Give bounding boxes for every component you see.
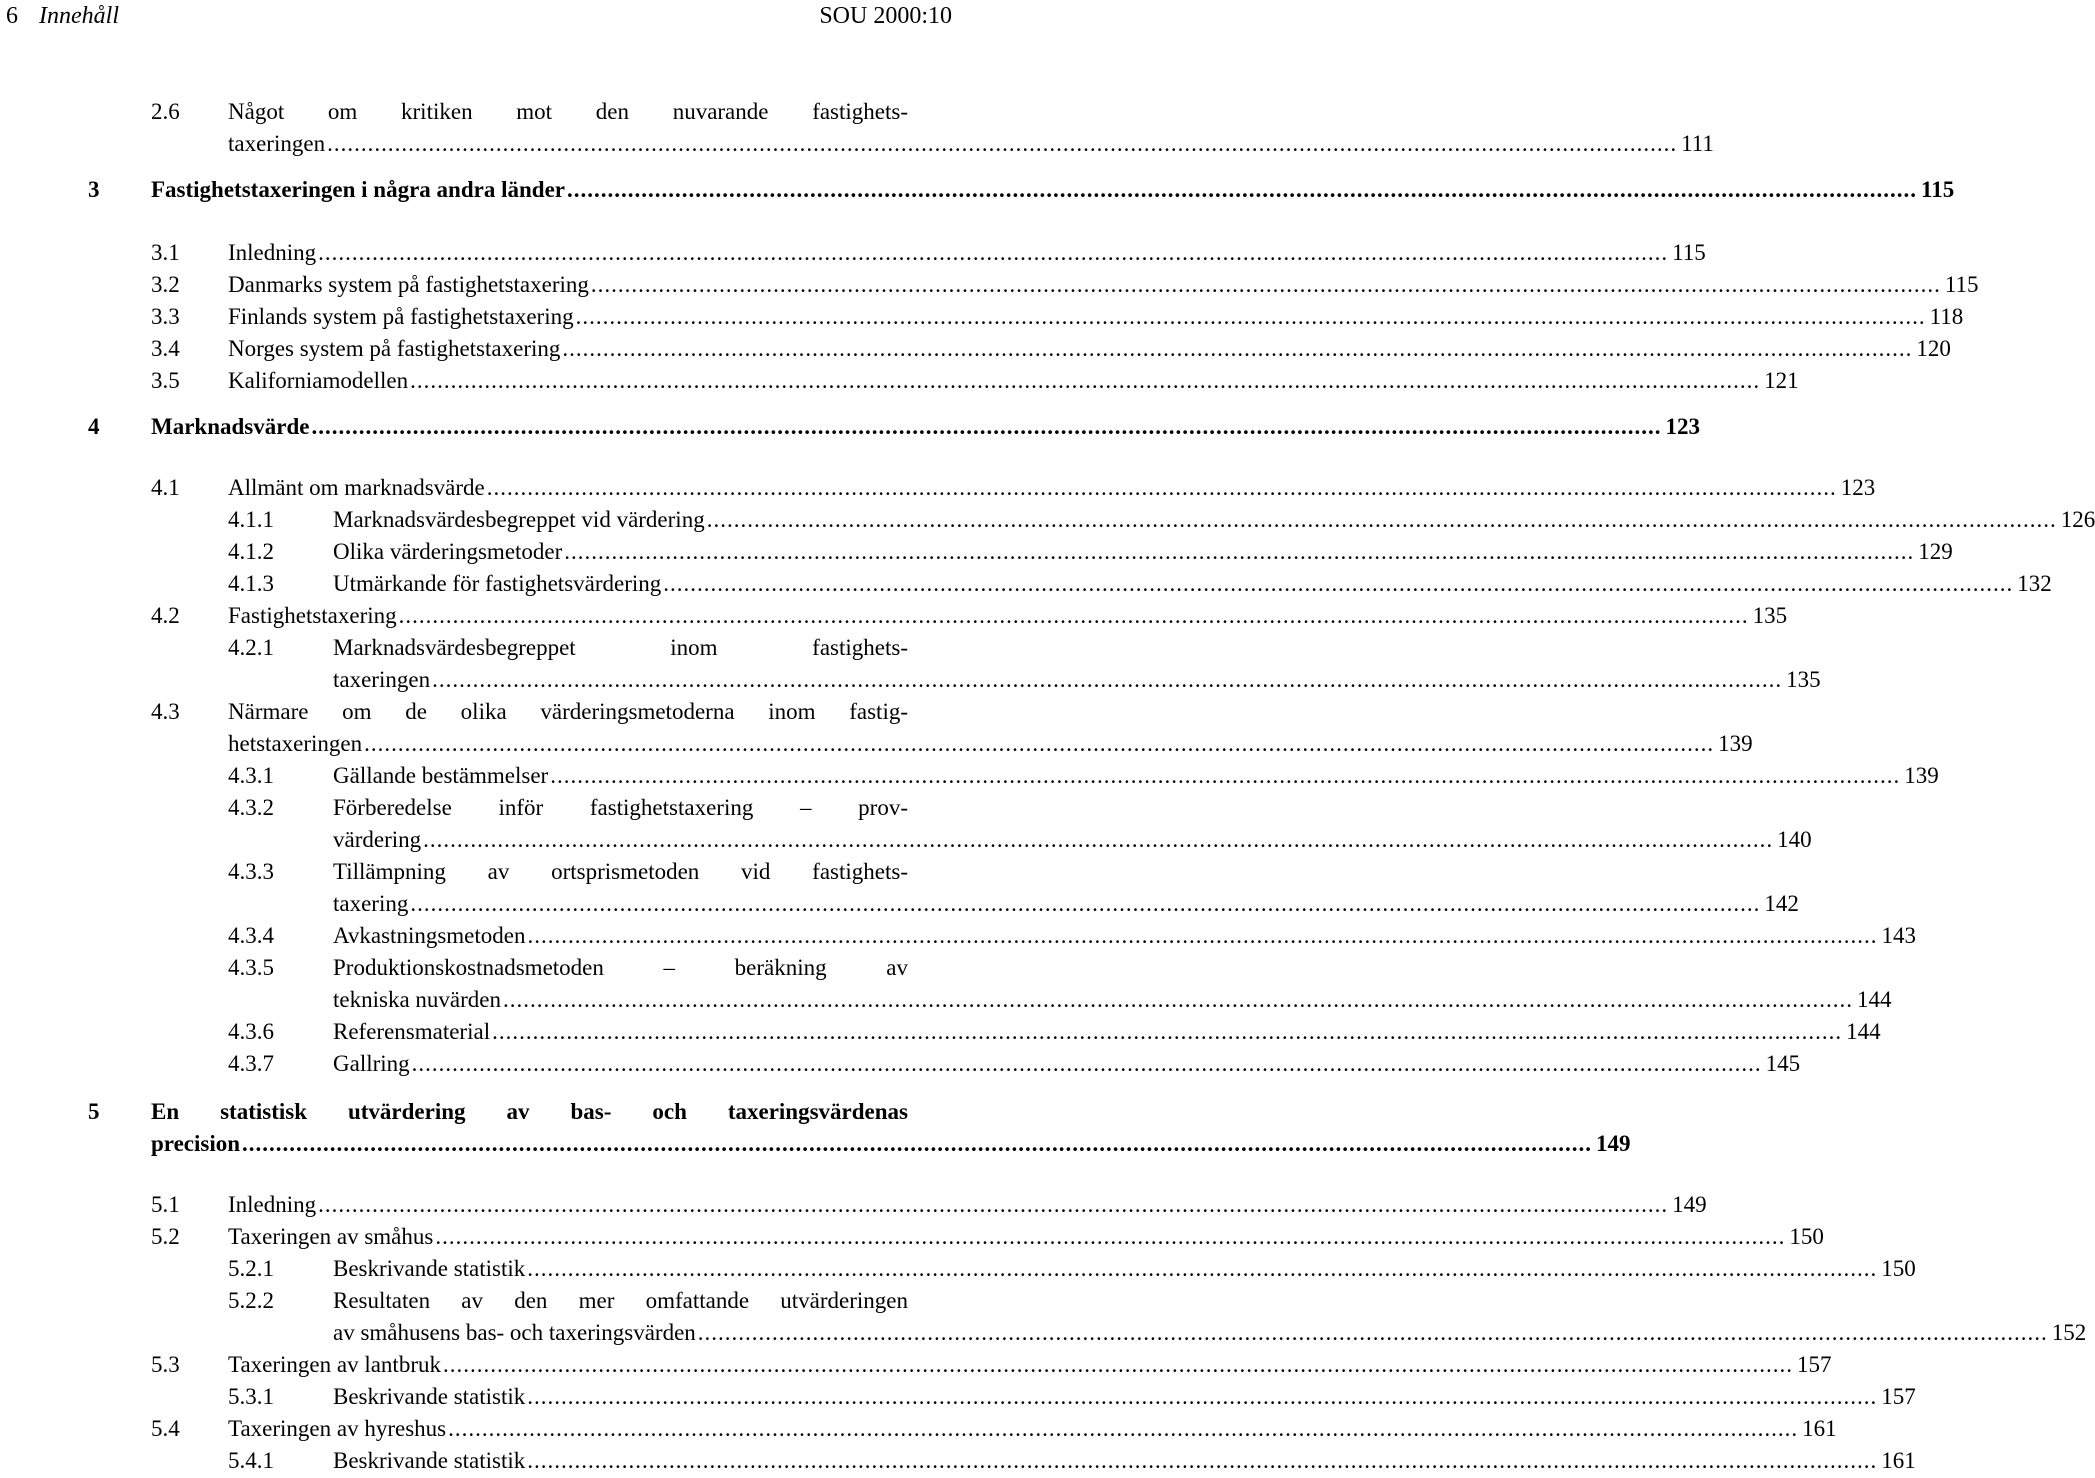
- toc-entry-page-number: 150: [1881, 1256, 1916, 1281]
- dot-leader: ........................................................................................................................................................................................................: [527, 1256, 1878, 1281]
- toc-entry-title: Inledning: [228, 1192, 317, 1217]
- toc-entry-last-line: [151, 174, 1955, 206]
- toc-entry-last-line: [333, 920, 1916, 952]
- toc-entry-last-line: [228, 128, 1714, 160]
- toc-entry-title: Beskrivande statistik: [333, 1256, 526, 1281]
- dot-leader: ........................................................................................................................................................................................................: [486, 475, 1837, 500]
- dot-leader: ........................................................................................................................................................................................................: [398, 603, 1749, 628]
- toc-entry-number: 5.3.1: [228, 1384, 274, 1409]
- toc-entry-page-number: 145: [1765, 1051, 1801, 1076]
- toc-entry-title: Inledning: [228, 240, 317, 265]
- toc-entry-last-line: [228, 333, 1951, 365]
- toc-entry-title: tekniska nuvärden: [333, 987, 501, 1012]
- toc-entry-title-line: Marknadsvärdesbegreppet inom fastighets-: [333, 635, 908, 660]
- toc-entry-page-number: 123: [1665, 414, 1700, 439]
- toc-entry-page-number: 157: [1796, 1352, 1832, 1377]
- dot-leader: ........................................................................................................................................................................................................: [697, 1320, 2048, 1345]
- toc-entry-title: taxeringen: [228, 131, 326, 156]
- dot-leader: ........................................................................................................................................................................................................: [575, 304, 1926, 329]
- toc-entry-number: 5.2.2: [228, 1288, 274, 1313]
- toc-entry-page-number: 139: [1904, 763, 1939, 788]
- toc-entry-page-number: 129: [1918, 539, 1953, 564]
- toc-entry-page-number: 152: [2051, 1320, 2087, 1345]
- toc-entry-last-line: [228, 269, 1979, 301]
- toc-entry-last-line: [333, 664, 1821, 696]
- toc-entry-title: Marknadsvärde: [151, 414, 310, 439]
- dot-leader: ........................................................................................................................................................................................................: [527, 1384, 1878, 1409]
- toc-entry-last-line: [333, 1381, 1916, 1413]
- dot-leader: ........................................................................................................................................................................................................: [663, 571, 2014, 596]
- dot-leader: ........................................................................................................................................................................................................: [706, 507, 2057, 532]
- toc-entry-last-line: [228, 472, 1876, 504]
- toc-entry-title: Fastighetstaxering: [228, 603, 397, 628]
- toc-entry-page-number: 161: [1802, 1416, 1837, 1441]
- toc-entry-number: 4.1.3: [228, 571, 274, 596]
- toc-entry-number: 4.3.7: [228, 1051, 274, 1076]
- toc-entry-title: hetstaxeringen: [228, 731, 363, 756]
- toc-entry-number: 4.1.2: [228, 539, 274, 564]
- toc-entry-last-line: [228, 600, 1788, 632]
- dot-leader: ........................................................................................................................................................................................................: [423, 827, 1774, 852]
- toc-entry-page-number: 150: [1789, 1224, 1824, 1249]
- dot-leader: ........................................................................................................................................................................................................: [411, 1051, 1762, 1076]
- dot-leader: ........................................................................................................................................................................................................: [527, 1448, 1878, 1473]
- page-number: 6: [6, 3, 18, 29]
- toc-entry-number: 3.1: [151, 240, 180, 265]
- toc-entry-last-line: [333, 1253, 1916, 1285]
- toc-entry-page-number: 118: [1929, 304, 1964, 329]
- toc-entry-number: 4.3.1: [228, 763, 274, 788]
- toc-entry-title-line: Tillämpning av ortsprismetoden vid fastighets-: [333, 859, 908, 884]
- toc-entry-title-line: Närmare om de olika värderingsmetoderna inom fastig-: [228, 699, 908, 724]
- toc-entry-title: Beskrivande statistik: [333, 1384, 526, 1409]
- toc-entry-last-line: [333, 1317, 2087, 1349]
- toc-entry-number: 5: [88, 1099, 100, 1124]
- toc-entry-title: Marknadsvärdesbegreppet vid värdering: [333, 507, 705, 532]
- toc-entry-title: Gallring: [333, 1051, 410, 1076]
- toc-entry-number: 5.3: [151, 1352, 180, 1377]
- toc-entry-page-number: 149: [1596, 1131, 1631, 1156]
- toc-entry-page-number: 115: [1672, 240, 1706, 265]
- toc-entry-title: precision: [151, 1131, 241, 1156]
- dot-leader: ........................................................................................................................................................................................................: [527, 923, 1878, 948]
- toc-entry-title: Norges system på fastighetstaxering: [228, 336, 561, 361]
- toc-entry-last-line: [333, 984, 1892, 1016]
- toc-entry-number: 4.2.1: [228, 635, 274, 660]
- toc-entry-number: 4.3.5: [228, 955, 274, 980]
- toc-entry-last-line: [228, 1413, 1837, 1445]
- toc-entry-title: Danmarks system på fastighetstaxering: [228, 272, 589, 297]
- toc-entry-last-line: [333, 568, 2052, 600]
- dot-leader: ........................................................................................................................................................................................................: [442, 1352, 1793, 1377]
- dot-leader: ........................................................................................................................................................................................................: [432, 667, 1783, 692]
- toc-entry-page-number: 135: [1752, 603, 1788, 628]
- toc-entry-title-line: Något om kritiken mot den nuvarande fastighets-: [228, 99, 908, 124]
- toc-entry-last-line: [333, 504, 2095, 536]
- toc-entry-number: 4.3.6: [228, 1019, 274, 1044]
- toc-entry-last-line: [333, 1016, 1881, 1048]
- toc-entry-page-number: 149: [1672, 1192, 1707, 1217]
- toc-entry-number: 3.4: [151, 336, 180, 361]
- toc-entry-number: 3.3: [151, 304, 180, 329]
- dot-leader: ........................................................................................................................................................................................................: [327, 131, 1678, 156]
- toc-entry-number: 5.2: [151, 1224, 180, 1249]
- toc-entry-page-number: 115: [1921, 177, 1955, 202]
- toc-entry-last-line: [333, 1048, 1801, 1080]
- toc-entry-number: 4.3.4: [228, 923, 274, 948]
- toc-entry-page-number: 140: [1777, 827, 1812, 852]
- dot-leader: ........................................................................................................................................................................................................: [590, 272, 1941, 297]
- dot-leader: ........................................................................................................................................................................................................: [502, 987, 1853, 1012]
- toc-entry-title: taxering: [333, 891, 409, 916]
- toc-entry-page-number: 142: [1764, 891, 1799, 916]
- toc-entry-title: Taxeringen av småhus: [228, 1224, 434, 1249]
- toc-entry-title-line: Produktionskostnadsmetoden – beräkning av: [333, 955, 908, 980]
- toc-entry-page-number: 144: [1846, 1019, 1881, 1044]
- toc-entry-number: 4.2: [151, 603, 180, 628]
- toc-entry-last-line: [333, 888, 1799, 920]
- toc-entry-number: 4: [88, 414, 100, 439]
- toc-entry-number: 5.2.1: [228, 1256, 274, 1281]
- toc-entry-last-line: [228, 1349, 1832, 1381]
- toc-entry-page-number: 132: [2017, 571, 2052, 596]
- dot-leader: ........................................................................................................................................................................................................: [550, 763, 1901, 788]
- toc-entry-last-line: [228, 1189, 1707, 1221]
- toc-entry-number: 4.1.1: [228, 507, 274, 532]
- toc-entry-last-line: [151, 1128, 1631, 1160]
- toc-entry-title: Taxeringen av lantbruk: [228, 1352, 441, 1377]
- dot-leader: ........................................................................................................................................................................................................: [410, 368, 1761, 393]
- toc-entry-page-number: 123: [1840, 475, 1876, 500]
- toc-entry-title-line: Förberedelse inför fastighetstaxering – prov-: [333, 795, 908, 820]
- toc-entry-page-number: 120: [1916, 336, 1951, 361]
- toc-entry-last-line: [228, 301, 1964, 333]
- toc-entry-title: Gällande bestämmelser: [333, 763, 549, 788]
- toc-entry-page-number: 144: [1856, 987, 1892, 1012]
- dot-leader: ........................................................................................................................................................................................................: [364, 731, 1715, 756]
- section-title: Innehåll: [39, 3, 119, 29]
- toc-entry-page-number: 143: [1881, 923, 1916, 948]
- toc-entry-page-number: 121: [1764, 368, 1799, 393]
- toc-entry-last-line: [333, 824, 1812, 856]
- toc-entry-number: 3: [88, 177, 100, 202]
- toc-entry-number: 5.4.1: [228, 1448, 274, 1473]
- toc-entry-title: Avkastningsmetoden: [333, 923, 526, 948]
- toc-entry-title: Referensmaterial: [333, 1019, 491, 1044]
- toc-entry-last-line: [228, 237, 1706, 269]
- toc-entry-title: Allmänt om marknadsvärde: [228, 475, 485, 500]
- toc-entry-number: 5.1: [151, 1192, 180, 1217]
- toc-entry-number: 4.3.2: [228, 795, 274, 820]
- dot-leader: ........................................................................................................................................................................................................: [448, 1416, 1799, 1441]
- toc-entry-page-number: 161: [1881, 1448, 1916, 1473]
- document-reference: SOU 2000:10: [819, 3, 952, 29]
- toc-entry-number: 3.5: [151, 368, 180, 393]
- toc-entry-number: 2.6: [151, 99, 180, 124]
- toc-entry-title: Kaliforniamodellen: [228, 368, 409, 393]
- toc-entry-title: Beskrivande statistik: [333, 1448, 526, 1473]
- dot-leader: ........................................................................................................................................................................................................: [564, 539, 1915, 564]
- toc-entry-page-number: 115: [1944, 272, 1979, 297]
- toc-entry-title: Finlands system på fastighetstaxering: [228, 304, 574, 329]
- dot-leader: ........................................................................................................................................................................................................: [242, 1131, 1593, 1156]
- dot-leader: ........................................................................................................................................................................................................: [318, 240, 1669, 265]
- toc-entry-title: Fastighetstaxeringen i några andra länder: [151, 177, 565, 202]
- toc-entry-title: Taxeringen av hyreshus: [228, 1416, 447, 1441]
- toc-entry-number: 3.2: [151, 272, 180, 297]
- toc-entry-last-line: [333, 760, 1939, 792]
- toc-entry-title: av småhusens bas- och taxeringsvärden: [333, 1320, 696, 1345]
- dot-leader: ........................................................................................................................................................................................................: [567, 177, 1917, 202]
- dot-leader: ........................................................................................................................................................................................................: [492, 1019, 1843, 1044]
- toc-entry-page-number: 139: [1718, 731, 1753, 756]
- toc-entry-number: 4.3: [151, 699, 180, 724]
- toc-entry-last-line: [333, 536, 1953, 568]
- toc-entry-title: Olika värderingsmetoder: [333, 539, 563, 564]
- dot-leader: ........................................................................................................................................................................................................: [318, 1192, 1669, 1217]
- toc-entry-title-line: En statistisk utvärdering av bas- och taxeringsvärdenas: [151, 1099, 908, 1124]
- dot-leader: ........................................................................................................................................................................................................: [562, 336, 1913, 361]
- toc-entry-page-number: 111: [1681, 131, 1714, 156]
- toc-entry-title: taxeringen: [333, 667, 431, 692]
- dot-leader: ........................................................................................................................................................................................................: [311, 414, 1662, 439]
- toc-entry-last-line: [333, 1445, 1916, 1477]
- dot-leader: ........................................................................................................................................................................................................: [435, 1224, 1786, 1249]
- toc-entry-page-number: 157: [1881, 1384, 1916, 1409]
- toc-entry-page-number: 126: [2060, 507, 2095, 532]
- toc-entry-page-number: 135: [1786, 667, 1821, 692]
- toc-entry-last-line: [228, 365, 1799, 397]
- toc-entry-number: 4.1: [151, 475, 180, 500]
- toc-entry-title: värdering: [333, 827, 422, 852]
- toc-entry-last-line: [151, 411, 1700, 443]
- toc-entry-number: 4.3.3: [228, 859, 274, 884]
- toc-entry-last-line: [228, 1221, 1824, 1253]
- toc-entry-title: Utmärkande för fastighetsvärdering: [333, 571, 662, 596]
- toc-entry-last-line: [228, 728, 1753, 760]
- dot-leader: ........................................................................................................................................................................................................: [410, 891, 1761, 916]
- toc-entry-number: 5.4: [151, 1416, 180, 1441]
- toc-entry-title-line: Resultaten av den mer omfattande utvärderingen: [333, 1288, 908, 1313]
